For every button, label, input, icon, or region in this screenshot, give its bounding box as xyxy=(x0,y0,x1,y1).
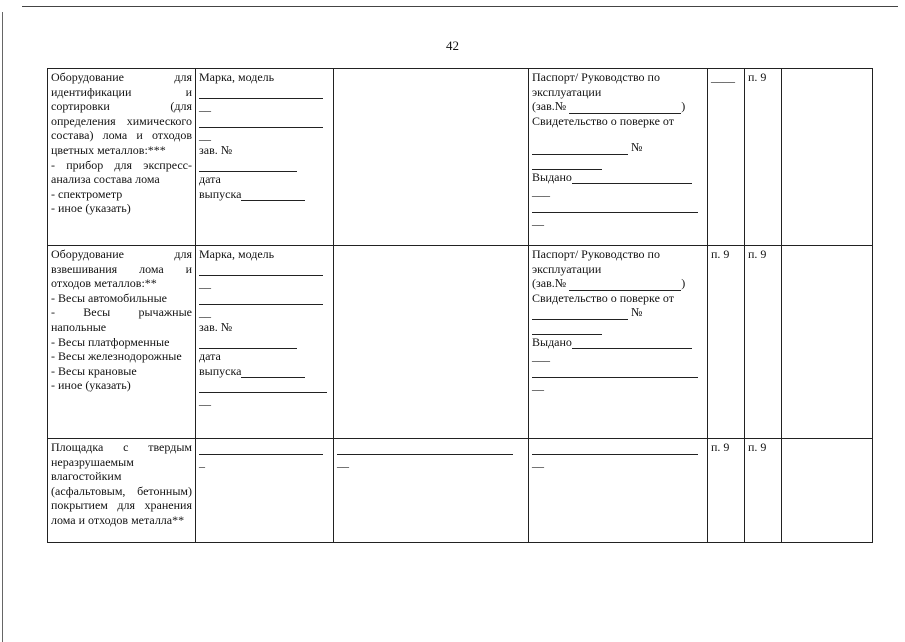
dash-mark: __ xyxy=(532,454,544,469)
reference-cell xyxy=(745,439,782,543)
blank-line xyxy=(532,308,628,320)
dash-mark: __ xyxy=(532,378,544,393)
reference-text: п. 9 xyxy=(748,440,767,454)
passport-label: Паспорт/ Руководство по эксплуатации xyxy=(532,70,660,99)
date-label: дата xyxy=(199,172,221,187)
serial-label: зав. № xyxy=(199,142,233,157)
equipment-cell xyxy=(48,246,196,439)
dash-mark: _ xyxy=(199,454,205,469)
model-cell xyxy=(196,246,334,439)
equipment-item: - иное (указать) xyxy=(51,378,131,393)
reference-text: п. 9 xyxy=(748,247,767,261)
blank-line xyxy=(532,143,628,155)
equipment-table xyxy=(47,68,873,543)
dash-mark: __ xyxy=(199,392,211,407)
empty-cell xyxy=(782,246,873,439)
blank-line xyxy=(199,87,323,99)
model-label: Марка, модель xyxy=(199,247,275,261)
reference-text: п. 9 xyxy=(711,247,730,261)
model-cell xyxy=(196,69,334,246)
value-cell xyxy=(334,439,529,543)
blank-line xyxy=(572,337,692,349)
date-label-2: выпуска xyxy=(199,363,242,378)
blank-line xyxy=(241,189,305,201)
dash-mark: __ xyxy=(532,213,544,228)
blank-line xyxy=(532,443,698,455)
documents-cell xyxy=(529,69,708,246)
blank-line xyxy=(199,160,297,172)
reference-cell xyxy=(708,439,745,543)
model-cell xyxy=(196,439,334,543)
blank-line xyxy=(532,323,602,335)
blank-line xyxy=(199,443,323,455)
blank-line xyxy=(241,366,305,378)
empty-cell xyxy=(334,69,529,246)
empty-cell xyxy=(782,439,873,543)
serial-open: (зав.№ xyxy=(532,99,567,114)
blank-line xyxy=(199,293,323,305)
documents-cell xyxy=(529,246,708,439)
date-label-2: выпуска xyxy=(199,186,242,201)
reference-text: п. 9 xyxy=(711,440,730,454)
number-sign: № xyxy=(631,140,643,155)
blank-line xyxy=(569,279,681,291)
blank-line xyxy=(532,158,602,170)
certificate-label: Свидетельство о поверке от xyxy=(532,290,674,305)
documents-cell xyxy=(529,439,708,543)
scan-frame-left-line xyxy=(2,12,3,642)
issued-label: Выдано xyxy=(532,334,572,349)
equipment-item: - Весы платформенные xyxy=(51,334,170,349)
dash-mark: ___ xyxy=(532,349,550,364)
blank-line xyxy=(199,116,323,128)
blank-line xyxy=(572,172,692,184)
equipment-cell xyxy=(48,439,196,543)
issued-label: Выдано xyxy=(532,169,572,184)
reference-dash: ____ xyxy=(711,70,735,84)
dash-mark: __ xyxy=(199,276,211,291)
table-row xyxy=(48,69,873,246)
blank-line xyxy=(199,337,297,349)
empty-cell xyxy=(334,246,529,439)
number-sign: № xyxy=(631,305,643,320)
blank-line xyxy=(532,366,698,378)
table-row xyxy=(48,439,873,543)
serial-open: (зав.№ xyxy=(532,276,567,291)
dash-mark: __ xyxy=(199,305,211,320)
equipment-cell xyxy=(48,69,196,246)
table-row xyxy=(48,246,873,439)
dash-mark: __ xyxy=(199,128,211,143)
page-number: 42 xyxy=(446,38,459,53)
dash-mark: __ xyxy=(199,99,211,114)
equipment-item: - иное (указать) xyxy=(51,201,131,216)
serial-close: ) xyxy=(681,99,686,114)
equipment-item: - спектрометр xyxy=(51,186,123,201)
equipment-title: Площадка с твердым неразрушаемым влагостойким (асфальтовым, бетонным) покрытием для хранения лома и отходов металла** xyxy=(51,440,192,527)
reference-cell xyxy=(708,246,745,439)
equipment-item: - Весы крановые xyxy=(51,363,137,378)
serial-label: зав. № xyxy=(199,319,233,334)
reference-cell xyxy=(745,246,782,439)
reference-cell xyxy=(708,69,745,246)
certificate-label: Свидетельство о поверке от xyxy=(532,113,674,128)
reference-cell xyxy=(745,69,782,246)
blank-line xyxy=(199,264,323,276)
blank-line xyxy=(337,443,513,455)
passport-label: Паспорт/ Руководство по эксплуатации xyxy=(532,247,660,276)
date-label: дата xyxy=(199,349,221,364)
equipment-item: - Весы рычажные напольные xyxy=(51,305,192,334)
dash-mark: __ xyxy=(337,454,349,469)
scan-frame-top-line xyxy=(22,6,898,7)
equipment-item: - прибор для экспресс-анализа состава лома xyxy=(51,157,192,187)
equipment-title: Оборудование для идентификации и сортировки (для определения химического состава) лома и отходов цветных металлов:*** xyxy=(51,70,192,157)
equipment-item: - Весы железнодорожные xyxy=(51,349,182,364)
blank-line xyxy=(532,201,698,213)
equipment-title: Оборудование для взвешивания лома и отходов металлов:** xyxy=(51,247,192,291)
blank-line xyxy=(199,381,327,393)
serial-close: ) xyxy=(681,276,686,291)
equipment-item: - Весы автомобильные xyxy=(51,290,167,305)
empty-cell xyxy=(782,69,873,246)
reference-text: п. 9 xyxy=(748,70,767,84)
dash-mark: ___ xyxy=(532,184,550,199)
blank-line xyxy=(569,102,681,114)
model-label: Марка, модель xyxy=(199,70,275,84)
